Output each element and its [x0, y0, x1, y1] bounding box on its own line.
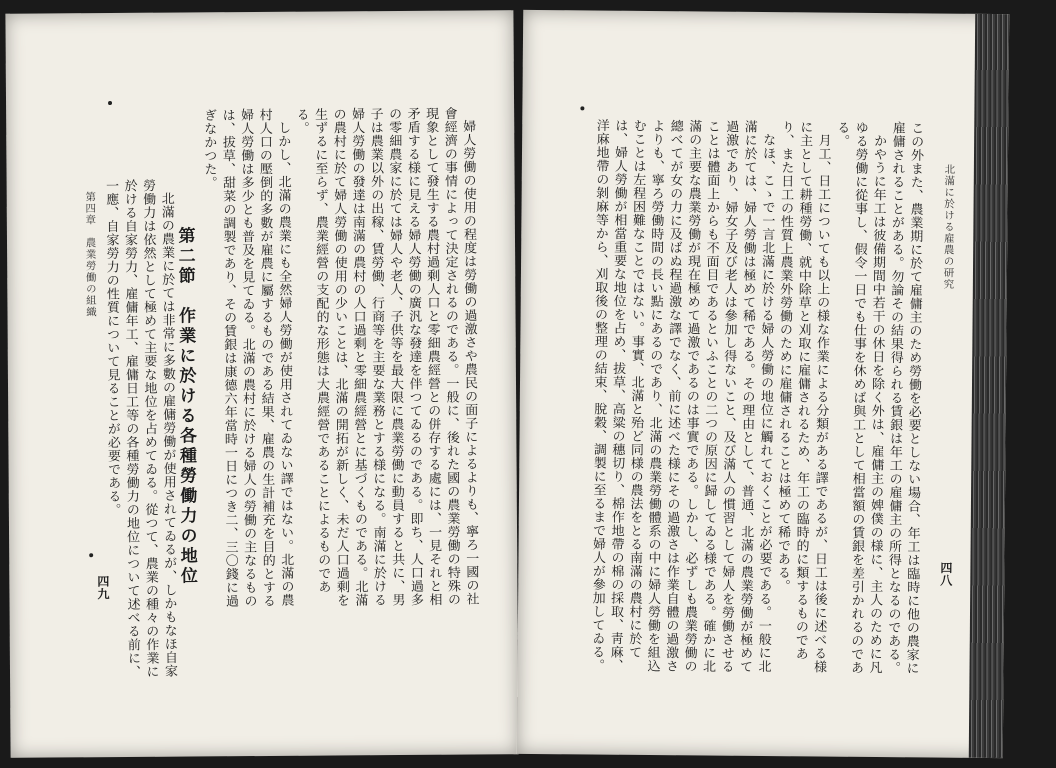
- running-head: 北滿に於ける雇農の研究: [942, 163, 956, 291]
- paragraph: なほ、こゝで一言北滿に於ける婦人勞働の地位に觸れておくことが必要である。一般に北滿に於ては、婦人勞働は極めて稀である。その理由として、普通、北滿の農業勞働が極めて過激であり、婦女子及び老人は參加し得ないこと、及び滿人の慣習として婦人を勞働させることは體面上からも不面目であるといふことの二つの原因に歸してゐる様である。確かに北滿の主要な農業勞働が現在極めて過激であるのは事實である。しかし、必ずしも農業勞働の總べてが女の力に及ばぬ程過激な譯でなく、前に述べた様にその過激さは作業自體の過激さよりも、寧ろ勞働時間の長い點にあるのであり、北滿の農業勞働體系の中に婦人勞働を組込むことは左程困難なことではない。事實、北滿と殆ど同様の農法をとる南滿の農村に於ては、婦人勞働が相當重要な地位を占め、拔草、高粱の穗切り、棉作地帶の棉の採取、靑麻、洋麻地帶の剝麻等から、刈取後の整理の結束、脫穀、調製に至るまで婦人が參加してゐる。: [588, 118, 776, 674]
- ink-speck: [89, 553, 93, 557]
- page-number: 四八: [938, 561, 953, 587]
- chapter-running-head: 第四章 農業勞働の組織: [84, 191, 98, 318]
- paragraph: かやうに年工は彼備期間中若干の休日を除く外は、雇傭主の婢僕の様に、主人のために凡ゆる勞働に從事し、假令一日でも仕事を休めば與工として相當額の賃銀を差引かれるのである。: [834, 120, 887, 675]
- ink-speck: [108, 101, 112, 105]
- paragraph: 北滿の農業に於ては非常に多數の雇傭勞働が使用されてゐるが、しかもなほ自家勞働力は依然として極めて主要な地位を占めてゐる。從つて、農業の種々の作業に於ける自家勞力、雇傭年工、雇傭日工等の各種勞働力の地位について述べる前に、一應、自家勞力の性質について見ることが必要である。: [103, 178, 178, 679]
- section-title: 第二節 作業に於ける各種勞働力の地位: [174, 226, 197, 587]
- left-body-top: [201, 106, 479, 608]
- right-body: [581, 118, 924, 681]
- paragraph: しかし、北滿の農業にも全然婦人勞働が使用されてゐない譯ではない。北滿の農村人口の壓倒的多數が雇農に屬するものである結果、雇農の生計補充を目的とする婦人勞働は多少とも普及を見てゐる。北滿の農村に於ける婦人の勞働の主なるものは、拔草、甜菜の調製であり、その賃銀は康德六年當時一日につき二、三〇錢に過ぎなかつた。: [201, 107, 294, 608]
- book-edge: [969, 14, 1009, 758]
- left-page: [5, 10, 518, 758]
- paragraph: 婦人勞働の使用の程度は勞働の過激さや農民の面子によるよりも、寧ろ一國の社會經濟の事情によって決定されるのである。一般に、後れた國の農業勞働の特殊の現象として發生する農村過剩人口と零細農經營との併存する處には、一見それと相矛盾する様に見える婦人勞働の廣汎な發達を伴つてゐるのである。即ち、人口過多の零細農家に於ては婦人や老人、子供等を最大限に農業勞働に動員すると共に、男子は農業以外の出稼、賃勞働、行商等を主要な業務とする様になる。南滿に於ける婦人勞働の發達は南滿の農村の人口過剩と零細農經營とに基づくものである。北滿の農村に於て婦人勞働の使用の少いことは、北滿の開拓が新しく、未だ人口過剩を生ずるに至らず、農業經營の支配的な形態は大農經營であることによるものである。: [293, 106, 479, 608]
- right-page: [517, 10, 1009, 758]
- ink-speck: [580, 106, 584, 110]
- paragraph: 月工、日工についても以上の様な作業による分類がある譯であるが、日工は後に述べる様に主として耕種勞働、就中除草と刈取に雇傭されるため、年工の臨時的に類するものであり、また日工の性質上農業外勞働のために雇傭されることは極めて稀である。: [774, 120, 831, 674]
- page-number: 四九: [95, 575, 111, 601]
- paragraph: この外また、農業期に於て雇傭主のため勞働を必要としない場合、年工は臨時に他の農家に雇傭されることがある。勿論その結果得られる賃銀は年工の雇傭主の所得となるのである。: [884, 121, 924, 675]
